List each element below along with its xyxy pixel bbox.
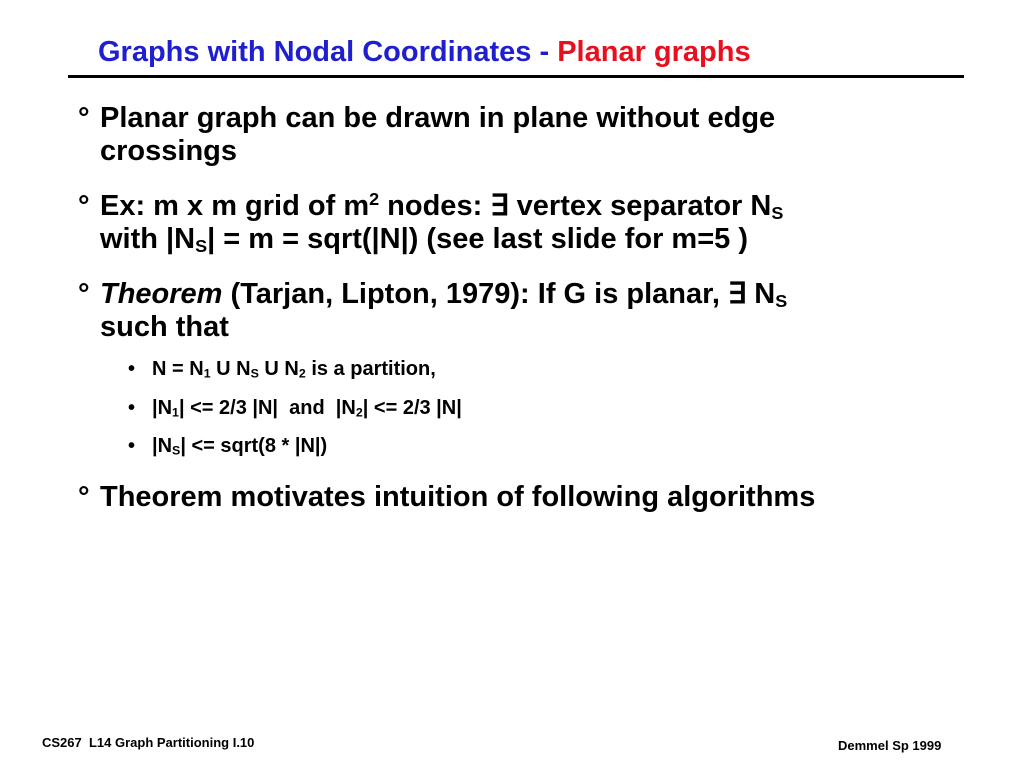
bullet-marker: ° [78, 102, 90, 134]
superscript-2: 2 [369, 189, 380, 210]
subscript-s: S [172, 443, 181, 458]
subscript-s: S [195, 235, 208, 256]
bullet-3-text-a: (Tarjan, Lipton, 1979): If G is planar, ∃ N [222, 278, 776, 310]
bullet-2-line-2 [100, 223, 783, 256]
title-main: Graphs with Nodal Coordinates [98, 36, 532, 68]
theorem-label: Theorem [100, 278, 223, 310]
subscript-s: S [775, 290, 788, 311]
sub-2-text-c: | <= 2/3 |N| [362, 397, 462, 419]
subscript-2: 2 [355, 405, 363, 420]
bullet-2-text-c: with |N [100, 223, 196, 255]
bullet-4-line-1: Theorem motivates intuition of following algorithms [100, 481, 816, 513]
subscript-1: 1 [203, 366, 211, 381]
sub-1-text-a: N = N [152, 358, 204, 380]
footer-author-label: Demmel Sp 1999 [838, 738, 942, 753]
bullet-2-text-b: nodes: ∃ vertex separator N [379, 190, 772, 222]
subscript-2: 2 [298, 366, 306, 381]
slide-title [98, 36, 751, 69]
sub-3-text-a: |N [152, 435, 173, 457]
subbullet-marker: • [128, 358, 136, 380]
sub-2-text-a: |N [152, 397, 173, 419]
subbullet-marker: • [128, 397, 136, 419]
bullet-2-text-d: | = m = sqrt(|N|) (see last slide for m=5 ) [207, 223, 748, 255]
bullet-2-text-a: Ex: m x m grid of m [100, 190, 370, 222]
sub-1-text-d: is a partition, [305, 358, 436, 380]
bullet-2-line-1 [100, 190, 783, 223]
bullet-1-line-1: Planar graph can be drawn in plane without edge [100, 102, 776, 134]
subbullet-marker: • [128, 435, 136, 457]
footer-course-label: CS267 L14 Graph Partitioning I.10 [42, 735, 255, 750]
subscript-s: S [771, 202, 784, 223]
bullet-marker: ° [78, 481, 90, 513]
title-rule [68, 75, 964, 78]
bullet-3-line-1 [100, 278, 787, 311]
title-separator: - [531, 36, 558, 68]
sub-1-text-c: U N [258, 358, 299, 380]
subscript-1: 1 [172, 405, 179, 420]
bullet-1-line-2: crossings [100, 135, 237, 167]
bullet-3-line-2: such that [100, 311, 229, 343]
subscript-s: S [250, 366, 259, 381]
sub-2-text-b: | <= 2/3 |N| and |N [178, 397, 356, 419]
sub-3-text-b: | <= sqrt(8 * |N|) [180, 435, 328, 457]
sub-1-text-b: U N [210, 358, 251, 380]
bullet-marker: ° [78, 278, 90, 310]
title-sub: Planar graphs [557, 36, 751, 68]
bullet-marker: ° [78, 190, 90, 222]
